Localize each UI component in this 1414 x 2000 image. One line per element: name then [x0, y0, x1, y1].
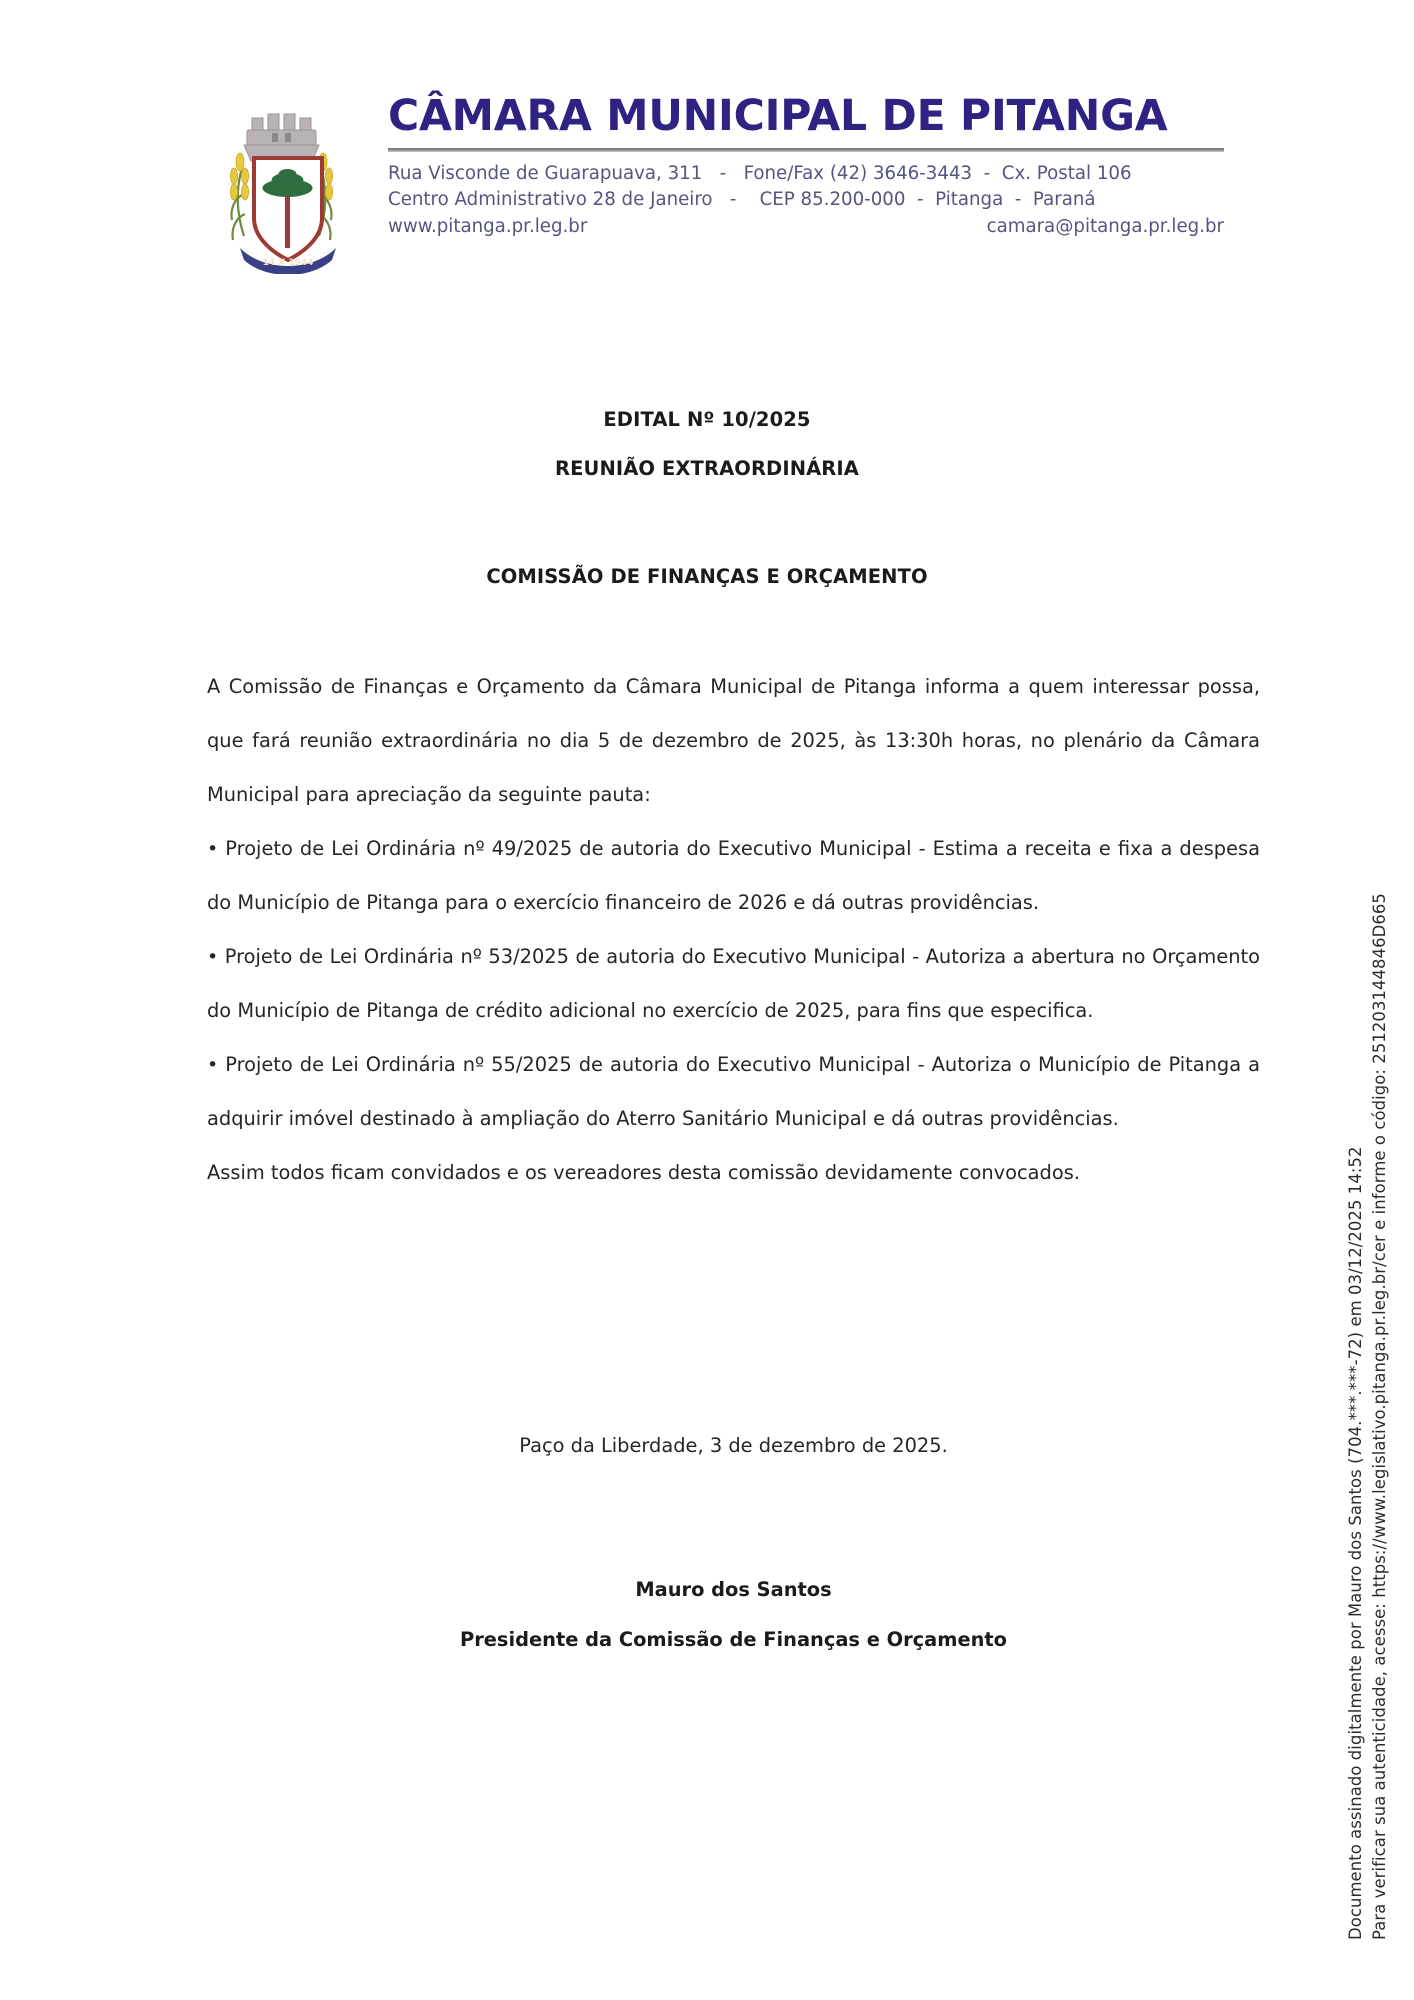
coat-of-arms-icon [214, 102, 362, 274]
agenda-item-text: Projeto de Lei Ordinária nº 49/2025 de autoria do Executivo Municipal - Estima a receita e fixa a despesa do Município de Pitanga para o exercício financeiro de 2026 e dá outras providências. [207, 837, 1260, 914]
document-body [207, 660, 1260, 1200]
email-link[interactable]: camara@pitanga.pr.leg.br [986, 216, 1224, 238]
bullet-icon: • [207, 946, 219, 968]
letterhead [0, 92, 1414, 274]
signature-block [207, 1578, 1260, 1651]
signatory-name: Mauro dos Santos [635, 1578, 832, 1601]
intro-paragraph: A Comissão de Finanças e Orçamento da Câmara Municipal de Pitanga informa a quem interessar possa, que fará reunião extraordinária no dia 5 de dezembro de 2025, às 13:30h horas, no plenário da Câmara Municipal para apreciação da seguinte pauta: [207, 675, 1260, 806]
agenda-item [207, 1038, 1260, 1146]
signatory-role: Presidente da Comissão de Finanças e Orçamento [460, 1628, 1007, 1651]
address-line-2: Centro Administrativo 28 de Janeiro - CEP 85.200-000 - Pitanga - Paraná [388, 189, 1096, 211]
letterhead-divider [388, 148, 1224, 152]
digital-signature-stamp [1340, 0, 1406, 2000]
agenda-item [207, 930, 1260, 1038]
commission-heading: COMISSÃO DE FINANÇAS E ORÇAMENTO [486, 565, 928, 588]
document-subtitle: REUNIÃO EXTRAORDINÁRIA [555, 457, 859, 480]
document-title-block [207, 408, 1207, 480]
letterhead-text [388, 92, 1228, 241]
agenda-item-text: Projeto de Lei Ordinária nº 53/2025 de autoria do Executivo Municipal - Autoriza a abertura no Orçamento do Município de Pitanga de crédito adicional no exercício de 2025, para fins que especifica. [207, 945, 1261, 1022]
bullet-icon: • [207, 1054, 219, 1076]
digital-signature-line-1: Documento assinado digitalmente por Mauro dos Santos (704.***.***-72) em 03/12/2025 14:52 [1346, 1146, 1365, 1940]
page-title: EDITAL Nº 10/2025 [603, 408, 811, 431]
place-and-date: Paço da Liberdade, 3 de dezembro de 2025. [519, 1434, 948, 1457]
bullet-icon: • [207, 838, 219, 860]
agenda-item [207, 822, 1260, 930]
agenda-item-text: Projeto de Lei Ordinária nº 55/2025 de autoria do Executivo Municipal - Autoriza o Município de Pitanga a adquirir imóvel destinado à ampliação do Aterro Sanitário Municipal e dá outras providências. [207, 1053, 1260, 1130]
digital-signature-line-2: Para verificar sua autenticidade, acesse: https://www.legislativo.pitanga.pr.leg.br/cer e informe o código: 251203144846D665 [1370, 893, 1389, 1940]
website-link[interactable]: www.pitanga.pr.leg.br [388, 216, 588, 238]
address-line-1: Rua Visconde de Guarapuava, 311 - Fone/Fax (42) 3646-3443 - Cx. Postal 106 [388, 162, 1132, 184]
closing-paragraph: Assim todos ficam convidados e os vereadores desta comissão devidamente convocados. [207, 1161, 1080, 1184]
svg-text:14 X 1944: 14 X 1944 [262, 258, 314, 268]
organization-name: CÂMARA MUNICIPAL DE PITANGA [388, 92, 1168, 141]
